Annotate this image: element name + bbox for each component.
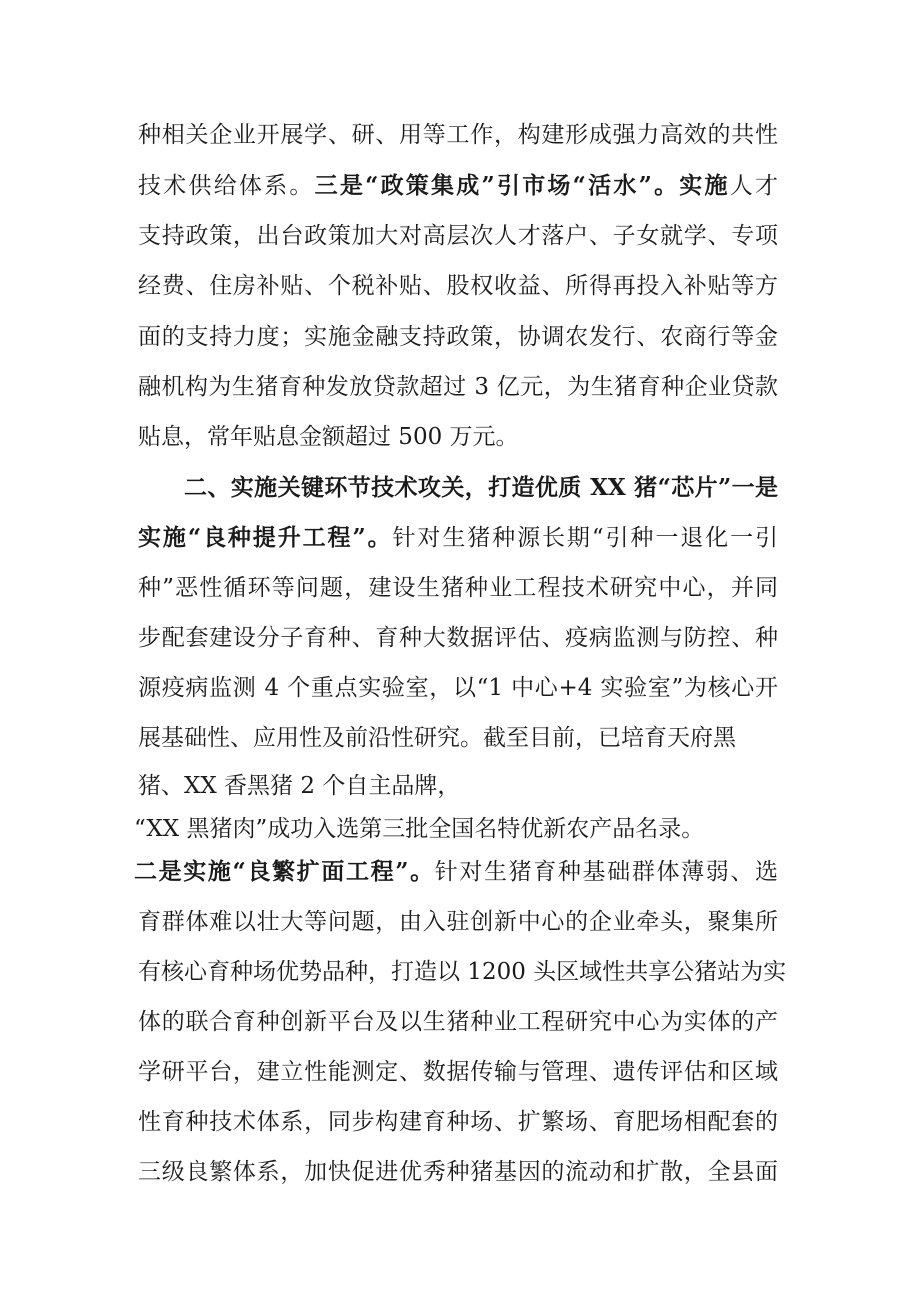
- text-segment: 人才: [729, 173, 779, 199]
- text-segment: 种”恶性循环等问题，建设生猪种业工程技术研究中心，并同: [138, 575, 778, 601]
- text-line: [138, 519, 778, 557]
- text-line: [138, 1003, 778, 1041]
- text-segment-bold: 二、实施关键环节技术攻关，打造优质 XX 猪“芯片”一是: [184, 474, 778, 501]
- text-segment: 技术供给体系。: [138, 173, 315, 199]
- text-segment: 体的联合育种创新平台及以生猪种业工程研究中心为实体的产: [138, 1009, 778, 1035]
- section-heading: [184, 469, 778, 507]
- text-segment: 展基础性、应用性及前沿性研究。截至目前，已培育天府黑: [138, 725, 736, 751]
- text-line: [138, 569, 778, 607]
- text-segment: 有核心育种场优势品种，打造以 1200 头区域性共享公猪站为实: [138, 959, 787, 985]
- text-line: [138, 1103, 778, 1141]
- text-line: [138, 669, 778, 707]
- text-line: [138, 167, 778, 205]
- text-line: [138, 767, 778, 805]
- text-segment-bold: 二是实施“良繁扩面工程”。: [134, 858, 435, 885]
- text-segment: 针对生猪育种基础群体薄弱、选: [434, 859, 779, 885]
- text-line: [138, 619, 778, 657]
- text-segment: 学研平台，建立性能测定、数据传输与管理、遗传评估和区域: [138, 1059, 778, 1085]
- text-line: [138, 1053, 778, 1091]
- text-segment: 贴息，常年贴息金额超过 500 万元。: [138, 424, 519, 450]
- text-segment: 育群体难以壮大等问题，由入驻创新中心的企业牵头，聚集所: [138, 909, 778, 935]
- text-line: [138, 903, 778, 941]
- text-line: [138, 418, 778, 456]
- text-line: [134, 810, 774, 848]
- text-line: [134, 853, 778, 891]
- text-line: [138, 368, 778, 406]
- text-segment: 针对生猪种源长期“引种一退化一引: [392, 525, 778, 551]
- text-line: [138, 267, 778, 305]
- text-line: [138, 1153, 778, 1191]
- text-line: [138, 217, 778, 255]
- text-segment: 猪、XX 香黑猪 2 个自主品牌，: [138, 773, 461, 799]
- text-segment-bold: 三是“政策集成”引市场“活水”。实施: [314, 172, 730, 199]
- text-line: [138, 318, 778, 356]
- text-segment: 源疫病监测 4 个重点实验室，以“1 中心+4 实验室”为核心开: [138, 675, 778, 701]
- text-segment: 融机构为生猪育种发放贷款超过 3 亿元，为生猪育种企业贷款: [138, 374, 778, 400]
- text-segment: 种相关企业开展学、研、用等工作，构建形成强力高效的共性: [138, 122, 778, 148]
- text-segment: 三级良繁体系，加快促进优秀种猪基因的流动和扩散，全县面: [138, 1159, 778, 1185]
- text-segment: 步配套建设分子育种、育种大数据评估、疫病监测与防控、种: [138, 625, 778, 651]
- text-segment: “XX 黑猪肉”成功入选第三批全国名特优新农产品名录。: [134, 816, 705, 842]
- text-line: [138, 719, 778, 757]
- text-segment: 性育种技术体系，同步构建育种场、扩繁场、育肥场相配套的: [138, 1109, 778, 1135]
- text-line: [138, 116, 778, 154]
- text-line: [138, 953, 787, 991]
- text-segment: 支持政策，出台政策加大对高层次人才落户、子女就学、专项: [138, 223, 778, 249]
- text-segment-bold: 实施“良种提升工程”。: [138, 524, 393, 551]
- text-segment: 面的支持力度；实施金融支持政策，协调农发行、农商行等金: [138, 324, 778, 350]
- text-segment: 经费、住房补贴、个税补贴、股权收益、所得再投入补贴等方: [138, 273, 778, 299]
